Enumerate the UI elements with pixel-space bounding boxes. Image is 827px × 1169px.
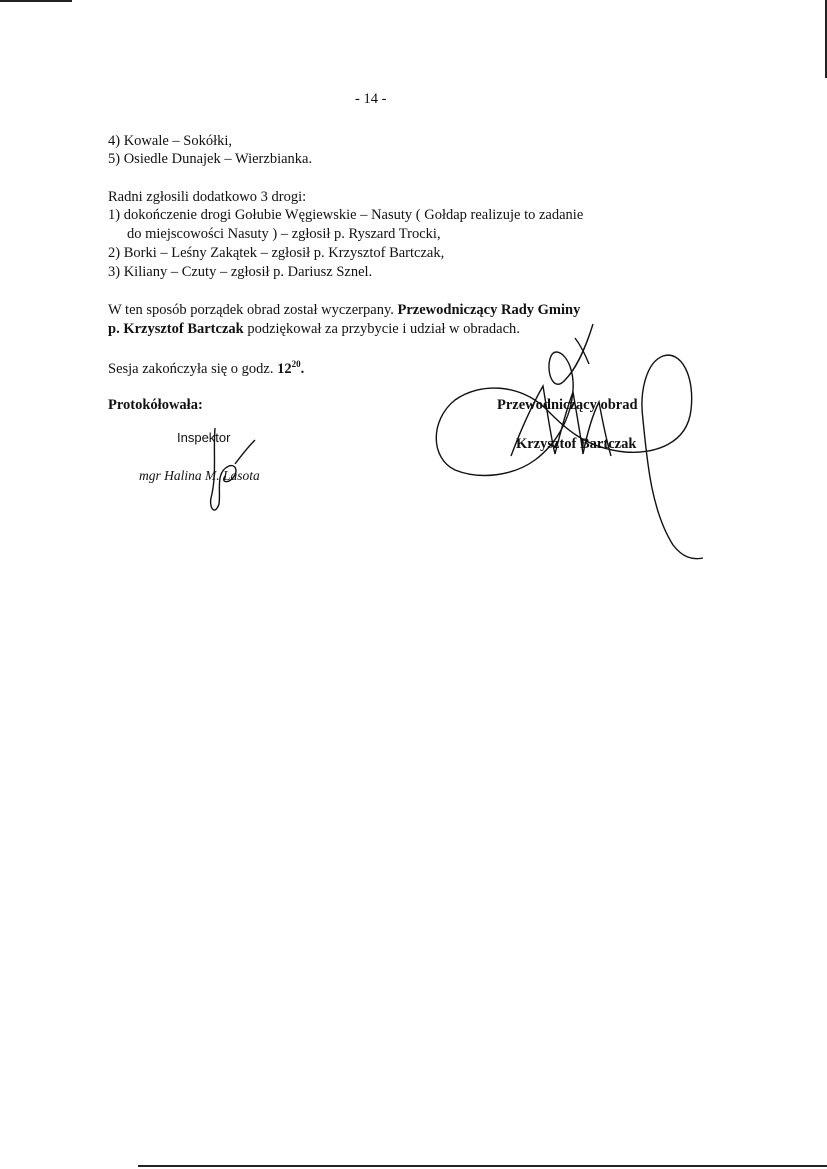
- session-end-suffix: .: [300, 360, 305, 377]
- extra-road-3: 3) Kiliany – Czuty – zgłosił p. Dariusz Sznel.: [108, 264, 373, 280]
- chair-title: Przewodniczący obrad: [497, 397, 638, 413]
- page-number: - 14 -: [355, 91, 387, 107]
- session-end-text: Sesja zakończyła się o godz.: [108, 360, 274, 377]
- council-chair-title: Przewodniczący Rady Gminy: [397, 302, 581, 318]
- protocol-label: Protokółowała:: [108, 397, 203, 413]
- session-end-minutes: 20: [291, 359, 301, 369]
- council-chair-name: p. Krzysztof Bartczak: [108, 321, 244, 337]
- session-end-time: [277, 361, 304, 377]
- extra-roads-intro: Radni zgłosili dodatkowo 3 drogi:: [108, 189, 307, 205]
- list-item-4: 4) Kowale – Sokółki,: [108, 133, 233, 149]
- closing-text-1: W ten sposób porządek obrad został wyczerpany.: [108, 302, 394, 318]
- chair-name: Krzysztof Bartczak: [516, 436, 637, 452]
- inspector-title: Inspektor: [177, 430, 231, 445]
- closing-line-1: [108, 302, 580, 319]
- extra-road-1-line2: do miejscowości Nasuty ) – zgłosił p. Ryszard Trocki,: [127, 226, 441, 242]
- scan-edge-bottom: [138, 1165, 827, 1167]
- inspector-signature: [185, 420, 275, 520]
- extra-road-1-line1: 1) dokończenie drogi Gołubie Węgiewskie – Nasuty ( Gołdap realizuje to zadanie: [108, 207, 584, 223]
- session-end: [108, 359, 304, 378]
- list-item-5: 5) Osiedle Dunajek – Wierzbianka.: [108, 151, 313, 167]
- chair-signature: [425, 320, 705, 565]
- closing-text-2: podziękował za przybycie i udział w obradach.: [247, 321, 520, 337]
- extra-road-2: 2) Borki – Leśny Zakątek – zgłosił p. Krzysztof Bartczak,: [108, 245, 445, 261]
- session-end-hour: 12: [277, 360, 292, 377]
- inspector-name: mgr Halina M. Lasota: [139, 468, 260, 483]
- scan-edge-top: [0, 0, 72, 2]
